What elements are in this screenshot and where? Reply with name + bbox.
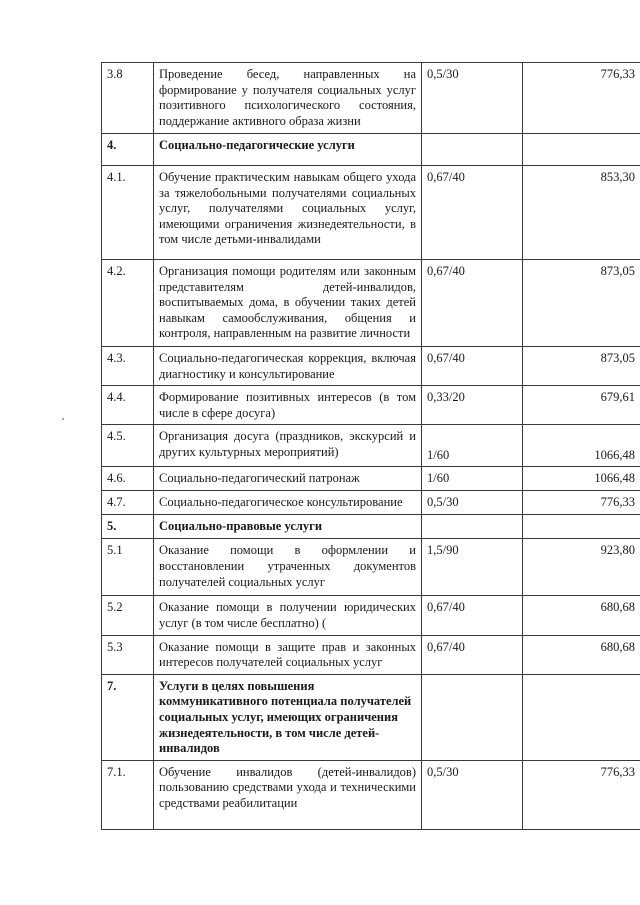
table-row	[102, 635, 640, 674]
section-row	[102, 515, 640, 539]
service-volume: 0,5/30	[422, 760, 523, 829]
service-name: Оказание помощи в оформлении и восстановлении утраченных документов получателей социальных услуг	[154, 539, 422, 596]
service-volume: 0,67/40	[422, 635, 523, 674]
table-row	[102, 63, 640, 134]
section-title: Услуги в целях повышения коммуникативного потенциала получателей социальных услуг, имеющих ограничения жизнедеятельности, в том числе детей-инвалидов	[154, 674, 422, 760]
row-number: 4.5.	[102, 425, 154, 467]
service-volume	[422, 134, 523, 166]
row-number: 4.1.	[102, 166, 154, 260]
table-body	[102, 63, 640, 830]
table-row	[102, 347, 640, 386]
service-name: Социально-педагогическая коррекция, включая диагностику и консультирование	[154, 347, 422, 386]
section-title: Социально-правовые услуги	[154, 515, 422, 539]
service-volume: 0,67/40	[422, 260, 523, 347]
service-price: 1066,48	[523, 425, 640, 467]
service-price: 873,05	[523, 260, 640, 347]
row-number: 4.7.	[102, 491, 154, 515]
service-price: 1066,48	[523, 467, 640, 491]
service-volume: 1,5/90	[422, 539, 523, 596]
service-name: Социально-педагогический патронаж	[154, 467, 422, 491]
service-name: Проведение бесед, направленных на формирование у получателя социальных услуг позитивного психологического состояния, поддержание активного образа жизни	[154, 63, 422, 134]
row-number: 5.3	[102, 635, 154, 674]
service-volume: 0,33/20	[422, 386, 523, 425]
service-name: Обучение практическим навыкам общего ухода за тяжелобольными получателями социальных услуг, получателями социальных услуг, имеющими ограничения жизнедеятельности, в том числе детьми-инвалидами	[154, 166, 422, 260]
table-row	[102, 166, 640, 260]
service-volume	[422, 674, 523, 760]
scan-speck	[62, 418, 64, 420]
service-name: Организация досуга (праздников, экскурсий и других культурных мероприятий)	[154, 425, 422, 467]
table-row	[102, 596, 640, 635]
service-volume: 1/60	[422, 467, 523, 491]
table-row	[102, 260, 640, 347]
service-price: 776,33	[523, 760, 640, 829]
service-price: 873,05	[523, 347, 640, 386]
row-number: 5.2	[102, 596, 154, 635]
service-name: Оказание помощи в получении юридических услуг (в том числе бесплатно) (	[154, 596, 422, 635]
service-volume: 0,5/30	[422, 491, 523, 515]
table-row	[102, 425, 640, 467]
row-number: 4.4.	[102, 386, 154, 425]
section-title: Социально-педагогические услуги	[154, 134, 422, 166]
section-row	[102, 674, 640, 760]
service-volume: 1/60	[422, 425, 523, 467]
service-volume: 0,5/30	[422, 63, 523, 134]
table-row	[102, 386, 640, 425]
service-volume: 0,67/40	[422, 166, 523, 260]
row-number: 5.	[102, 515, 154, 539]
service-price: 680,68	[523, 596, 640, 635]
service-volume: 0,67/40	[422, 347, 523, 386]
service-name: Формирование позитивных интересов (в том числе в сфере досуга)	[154, 386, 422, 425]
row-number: 4.	[102, 134, 154, 166]
service-price	[523, 134, 640, 166]
service-price: 776,33	[523, 491, 640, 515]
service-volume: 0,67/40	[422, 596, 523, 635]
service-price	[523, 674, 640, 760]
row-number: 4.6.	[102, 467, 154, 491]
services-tariff-table	[101, 62, 640, 830]
row-number: 5.1	[102, 539, 154, 596]
table-row	[102, 467, 640, 491]
section-row	[102, 134, 640, 166]
service-price: 923,80	[523, 539, 640, 596]
service-name: Организация помощи родителям или законным представителям детей-инвалидов, воспитываемых дома, в обучении таких детей навыкам самообслуживания, общения и контроля, направленным на развитие личности	[154, 260, 422, 347]
service-volume	[422, 515, 523, 539]
table-row	[102, 491, 640, 515]
service-price	[523, 515, 640, 539]
service-price: 853,30	[523, 166, 640, 260]
service-name: Социально-педагогическое консультирование	[154, 491, 422, 515]
service-name: Обучение инвалидов (детей-инвалидов) пользованию средствами ухода и техническими средствами реабилитации	[154, 760, 422, 829]
row-number: 7.1.	[102, 760, 154, 829]
row-number: 4.3.	[102, 347, 154, 386]
service-price: 776,33	[523, 63, 640, 134]
row-number: 7.	[102, 674, 154, 760]
row-number: 3.8	[102, 63, 154, 134]
row-number: 4.2.	[102, 260, 154, 347]
table-row	[102, 539, 640, 596]
service-name: Оказание помощи в защите прав и законных интересов получателей социальных услуг	[154, 635, 422, 674]
table-row	[102, 760, 640, 829]
service-price: 680,68	[523, 635, 640, 674]
service-price: 679,61	[523, 386, 640, 425]
